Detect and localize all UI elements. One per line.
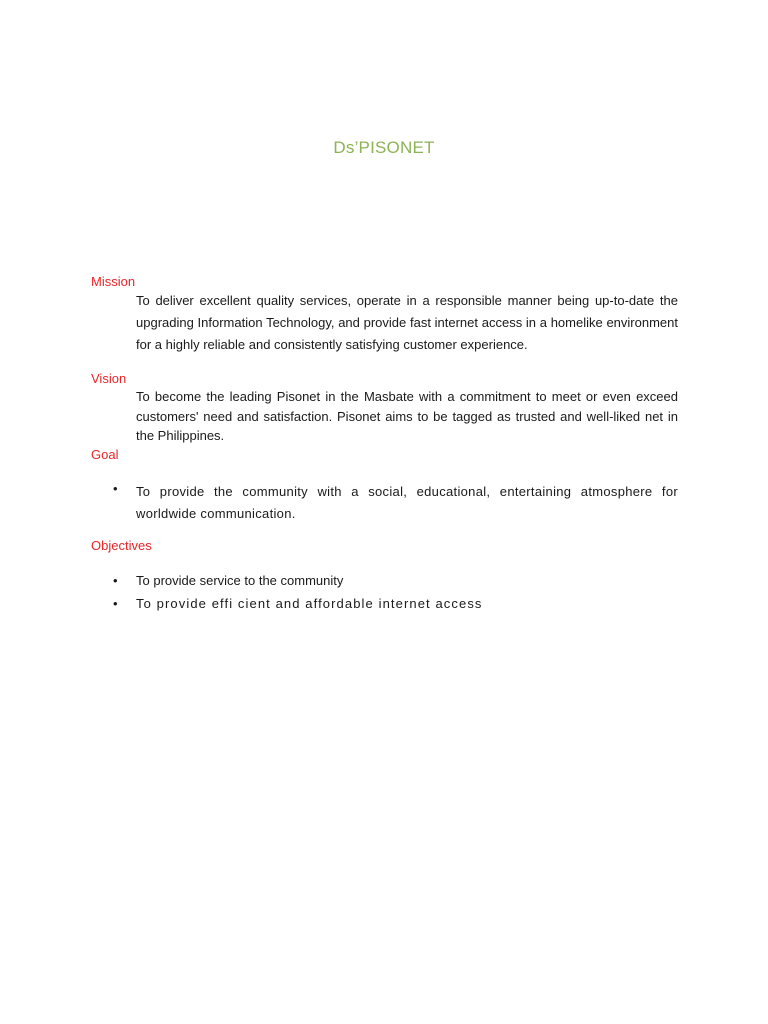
goal-item-text: To provide the community with a social, educational, entertaining atmosphere for worldwide communication. (136, 484, 678, 521)
objectives-heading: Objectives (91, 538, 152, 553)
document-title: Ds’PISONET (333, 138, 435, 157)
bullet-icon: • (113, 596, 118, 611)
goal-heading: Goal (91, 447, 119, 462)
objective-item-text: To provide effi cient and affordable internet access (136, 596, 483, 611)
bullet-icon: • (113, 481, 118, 496)
bullet-icon: • (113, 573, 118, 588)
mission-text: To deliver excellent quality services, operate in a responsible manner being up-to-date the upgrading Information Technology, and provide fast internet access in a homelike environment for a highly reliable and consistently satisfying customer experience. (136, 293, 678, 352)
vision-text: To become the leading Pisonet in the Masbate with a commitment to meet or even exceed customers' need and satisfaction. Pisonet aims to be tagged as trusted and well-liked net in the Philippines. (136, 389, 678, 443)
objective-item-text: To provide service to the community (136, 573, 344, 588)
mission-heading: Mission (91, 274, 136, 289)
vision-heading: Vision (91, 371, 127, 386)
